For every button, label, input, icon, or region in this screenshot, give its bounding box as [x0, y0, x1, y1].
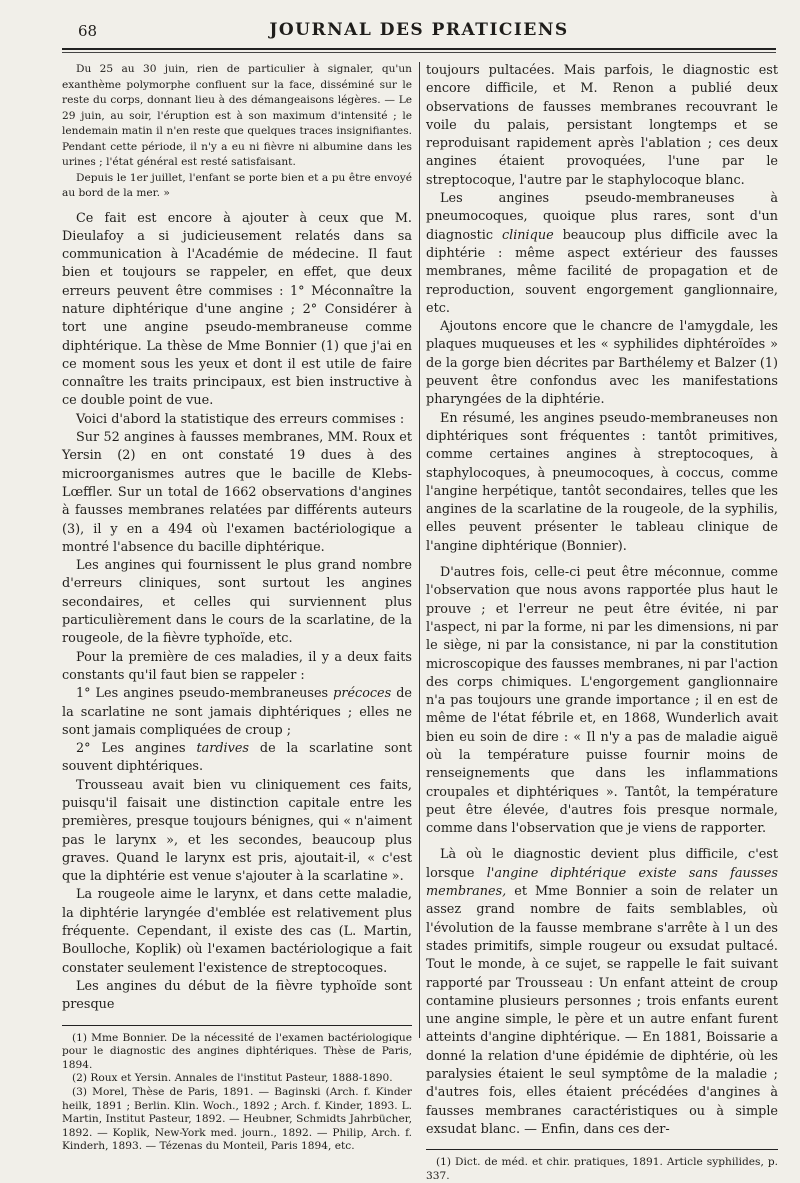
footnotes	[62, 1032, 412, 1154]
header-rule-thin	[62, 52, 776, 53]
body-paragraph: Voici d'abord la statistique des erreurs commises :	[76, 411, 405, 427]
body-paragraph: Trousseau avait bien vu cliniquement ces faits, puisqu'il faisait une distinction capitale entre les premières, presque toujours bénignes, qui « n'aiment pas le larynx », et les secondes, beaucoup plus graves. Quand le larynx est pris, ajoutait-il, « c'est que la diphtérie est venue s'ajouter à la scarlatine ».	[62, 777, 412, 885]
body-paragraph	[426, 190, 778, 318]
column-divider	[419, 62, 420, 1038]
body-paragraph: Pour la première de ces maladies, il y a deux faits constants qu'il faut bien se rappeler :	[62, 649, 412, 683]
body-paragraph	[62, 685, 412, 740]
footnote: (2) Roux et Yersin. Annales de l'institut Pasteur, 1888-1890.	[72, 1072, 393, 1085]
text-run: et Mme Bonnier a soin de relater un assez grand nombre de faits semblables, où l'évolution de la fausse membrane s'arrête à l un des stades primitifs, simple rougeur ou exsudat pultacé. Tout le monde, à ce sujet, se rappelle le fait suivant rapporté par Trousseau : Un enfant atteint de croup contamine plusieurs personnes ; trois enfants eurent une angine simple, le père et un autre enfant furent atteints d'angine diphtérique. — En 1881, Boissarie a donné la relation d'une épidémie de diphtérie, où les paralysies étaient le seul symptôme de la maladie ; d'autres fois, elles étaient précédées d'angines à fausses membranes caractéristiques ou à simple exsudat blanc. — Enfin, dans ces der-	[426, 884, 778, 1137]
page-number: 68	[78, 22, 98, 40]
footnotes	[426, 1156, 778, 1183]
text-run: beaucoup plus difficile avec la diphtérie : même aspect extérieur des fausses membranes, même facilité de propagation et de reproduction, souvent engorgement ganglionnaire, etc.	[426, 227, 779, 316]
text-run: de la scarlatine ne sont jamais diphtériques ; elles ne sont jamais compliquées de croup ;	[62, 686, 412, 738]
text-run: 2° Les angines	[76, 741, 197, 757]
emphasis: clinique	[501, 227, 554, 243]
footnote: (3) Morel, Thèse de Paris, 1891. — Baginski (Arch. f. Kinder heilk, 1891 ; Berlin. Klin. Woch., 1892 ; Arch. f. Kinder, 1893. L. Martin, Institut Pasteur, 1892. — Heubner, Schmidts Jahrbücher, 1892. — Koplik, New-York med. journ., 1892. — Philip, Arch. f. Kinderh, 1893. — Tézenas du Monteil, Paris 1894, etc.	[62, 1085, 412, 1153]
journal-title: JOURNAL DES PRATICIENS	[269, 20, 569, 40]
body-paragraph: Ajoutons encore que le chancre de l'amygdale, les plaques muqueuses et les « syphilides diphtéroïdes » de la gorge bien décrites par Barthélemy et Balzer (1) peuvent être confondus avec les manifestations pharyngées de la diphtérie.	[426, 319, 778, 408]
text-run: Les angines pseudo-membraneuses à pneumocoques, quoique plus rares, sont d'un diagnostic	[426, 191, 778, 243]
body-paragraph: Les angines qui fournissent le plus grand nombre d'erreurs cliniques, sont surtout les angines secondaires, et celles qui surviennent plus particulièrement dans le cours de la scarlatine, de la rougeole, de la fièvre typhoïde, etc.	[62, 558, 412, 647]
observation-paragraph: Du 25 au 30 juin, rien de particulier à signaler, qu'un exanthème polymorphe confluent sur la face, disséminé sur le reste du corps, donnant lieu à des démangeaisons légères. — Le 29 juin, au soir, l'éruption est à son maximum d'intensité ; le lendemain matin il n'en reste que quelques traces insignifiantes. Pendant cette période, il n'y a eu ni fièvre ni albumine dans les urines ; l'état général est resté satisfaisant.	[62, 63, 412, 168]
footnote: (1) Mme Bonnier. De la nécessité de l'examen bactériologique pour le diagnostic des angines diphtériques. Thèse de Paris, 1894.	[62, 1031, 412, 1071]
body-paragraph: En résumé, les angines pseudo-membraneuses non diphtériques sont fréquentes : tantôt primitives, comme certaines angines à streptocoques, à staphylocoques, à pneumocoques, à coccus, comme l'angine herpétique, tantôt secondaires, telles que les angines de la scarlatine de la rougeole, de la syphilis, elles peuvent présenter le tableau clinique de l'angine diphtérique (Bonnier).	[426, 410, 778, 554]
body-paragraph: D'autres fois, celle-ci peut être méconnue, comme l'observation que nous avons rapportée plus haut le prouve ; et l'erreur ne peut être évitée, ni par l'aspect, ni par la forme, ni par les dimensions, ni par le siège, ni par la consistance, ni par la constitution microscopique des fausses membranes, ni par l'action des corps chimiques. L'engorgement ganglionnaire n'a pas toujours une grande importance ; il en est de même de l'état fébrile et, en 1868, Wunderlich avait bien eu soin de dire : « Il n'y a pas de maladie aiguë où la température puisse fournir moins de renseignements que dans les inflammations croupales et diphtériques ». Tantôt, la température peut être élevée, d'autres fois presque normale, comme dans l'observation que je viens de rapporter.	[426, 565, 778, 837]
right-column	[426, 62, 778, 1183]
footnote-rule	[62, 1025, 412, 1026]
body-paragraph	[62, 740, 412, 777]
text-run: 1° Les angines pseudo-membraneuses	[76, 686, 334, 702]
header-rule	[62, 48, 776, 50]
emphasis: tardives	[196, 741, 249, 757]
page-header	[62, 20, 776, 48]
footnote-rule	[426, 1149, 778, 1150]
text-run: de la scarlatine sont souvent diphtériques.	[62, 741, 412, 775]
footnote: (1) Dict. de méd. et chir. pratiques, 1891. Article syphilides, p. 337.	[426, 1156, 778, 1182]
text-run: Là où le diagnostic devient plus difficile, c'est lorsque	[426, 847, 778, 881]
body-paragraph: Sur 52 angines à fausses membranes, MM. Roux et Yersin (2) en ont constaté 19 dues à des microorganismes autres que le bacille de Klebs-Lœffler. Sur un total de 1662 observations d'angines à fausses membranes relatées par différents auteurs (3), il y en a 494 où l'examen bactériologique a montré l'absence du bacille diphtérique.	[62, 430, 412, 555]
body-paragraph: toujours pultacées. Mais parfois, le diagnostic est encore difficile, et M. Renon a publié deux observations de fausses membranes recouvrant le voile du palais, persistant longtemps et se reproduisant rapidement après l'ablation ; ces deux angines étaient provoquées, l'une par le streptocoque, l'autre par le staphylocoque blanc.	[426, 63, 778, 188]
emphasis: précoces	[333, 686, 392, 702]
body-paragraph	[426, 846, 778, 1139]
body-paragraph: Les angines du début de la fièvre typhoïde sont presque	[62, 978, 412, 1013]
body-paragraph: La rougeole aime le larynx, et dans cette maladie, la diphtérie laryngée d'emblée est relativement plus fréquente. Cependant, il existe des cas (L. Martin, Boulloche, Koplik) où l'examen bactériologique a fait constater seulement l'existence de streptocoques.	[62, 887, 412, 976]
emphasis: l'angine diphtérique existe sans fausses membranes,	[426, 865, 778, 900]
observation-paragraph: Depuis le 1er juillet, l'enfant se porte bien et a pu être envoyé au bord de la mer. »	[62, 171, 412, 199]
left-column	[62, 62, 412, 1154]
body-paragraph: Ce fait est encore à ajouter à ceux que M. Dieulafoy a si judicieusement relatés dans sa communication à l'Académie de médecine. Il faut bien et toujours se rappeler, en effet, que deux erreurs peuvent être commises : 1° Méconnaître la nature diphtérique d'une angine ; 2° Considérer à tort une angine pseudo-membraneuse comme diphtérique. La thèse de Mme Bonnier (1) que j'ai en ce moment sous les yeux et dont il est utile de faire connaître les traits principaux, est bien instructive à ce double point de vue.	[62, 210, 412, 409]
